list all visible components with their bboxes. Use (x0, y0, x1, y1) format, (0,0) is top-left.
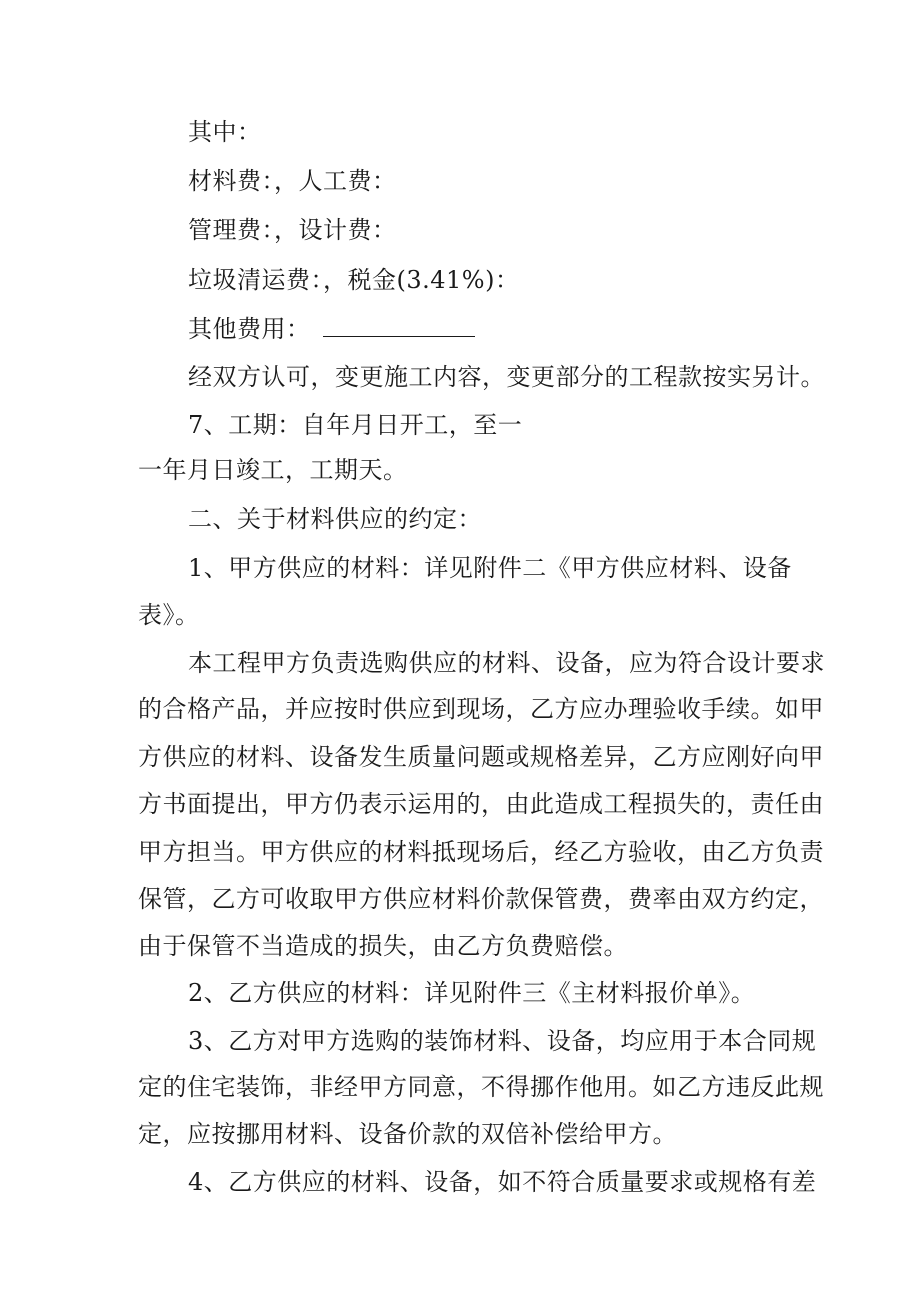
text-line: 由于保管不当造成的损失，由乙方负费赔偿。 (138, 932, 628, 960)
text-line: 其中： (188, 118, 262, 146)
text-line: 经双方认可，变更施工内容，变更部分的工程款按实另计。 (188, 363, 825, 391)
text-line: 方供应的材料、设备发生质量问题或规格差异，乙方应刚好向甲 (138, 743, 824, 771)
text-line: 的合格产品，并应按时供应到现场，乙方应办理验收手续。如甲 (138, 695, 824, 723)
text-line: 一年月日竣工，工期天。 (138, 456, 408, 484)
section-heading: 二、关于材料供应的约定： (188, 505, 482, 533)
text-line: 管理费：，设计费： (188, 216, 397, 244)
text-line: 定的住宅装饰，非经甲方同意，不得挪作他用。如乙方违反此规 (138, 1073, 824, 1101)
text-line: 3、乙方对甲方选购的装饰材料、设备，均应用于本合同规 (188, 1027, 817, 1055)
text-line: 定，应按挪用材料、设备价款的双倍补偿给甲方。 (138, 1120, 677, 1148)
text-line: 4、乙方供应的材料、设备，如不符合质量要求或规格有差 (188, 1168, 817, 1196)
text-line-with-blank (188, 314, 475, 344)
text-line: 本工程甲方负责选购供应的材料、设备，应为符合设计要求 (188, 649, 825, 677)
text-line: 7、工期：自年月日开工，至一 (188, 411, 523, 439)
text-label: 其他费用： (188, 315, 311, 343)
text-line: 方书面提出，甲方仍表示运用的，由此造成工程损失的，责任由 (138, 790, 824, 818)
text-line: 2、乙方供应的材料：详见附件三《主材料报价单》。 (188, 979, 756, 1007)
text-line: 1、甲方供应的材料：详见附件二《甲方供应材料、设备 (188, 554, 792, 582)
fill-in-blank (323, 314, 475, 337)
text-line: 甲方担当。甲方供应的材料抵现场后，经乙方验收，由乙方负责 (138, 838, 824, 866)
text-line: 垃圾清运费：，税金(3.41%)： (188, 266, 520, 294)
text-line: 保管，乙方可收取甲方供应材料价款保管费，费率由双方约定， (138, 885, 824, 913)
text-line: 材料费：，人工费： (188, 167, 397, 195)
text-line: 表》。 (138, 601, 200, 629)
